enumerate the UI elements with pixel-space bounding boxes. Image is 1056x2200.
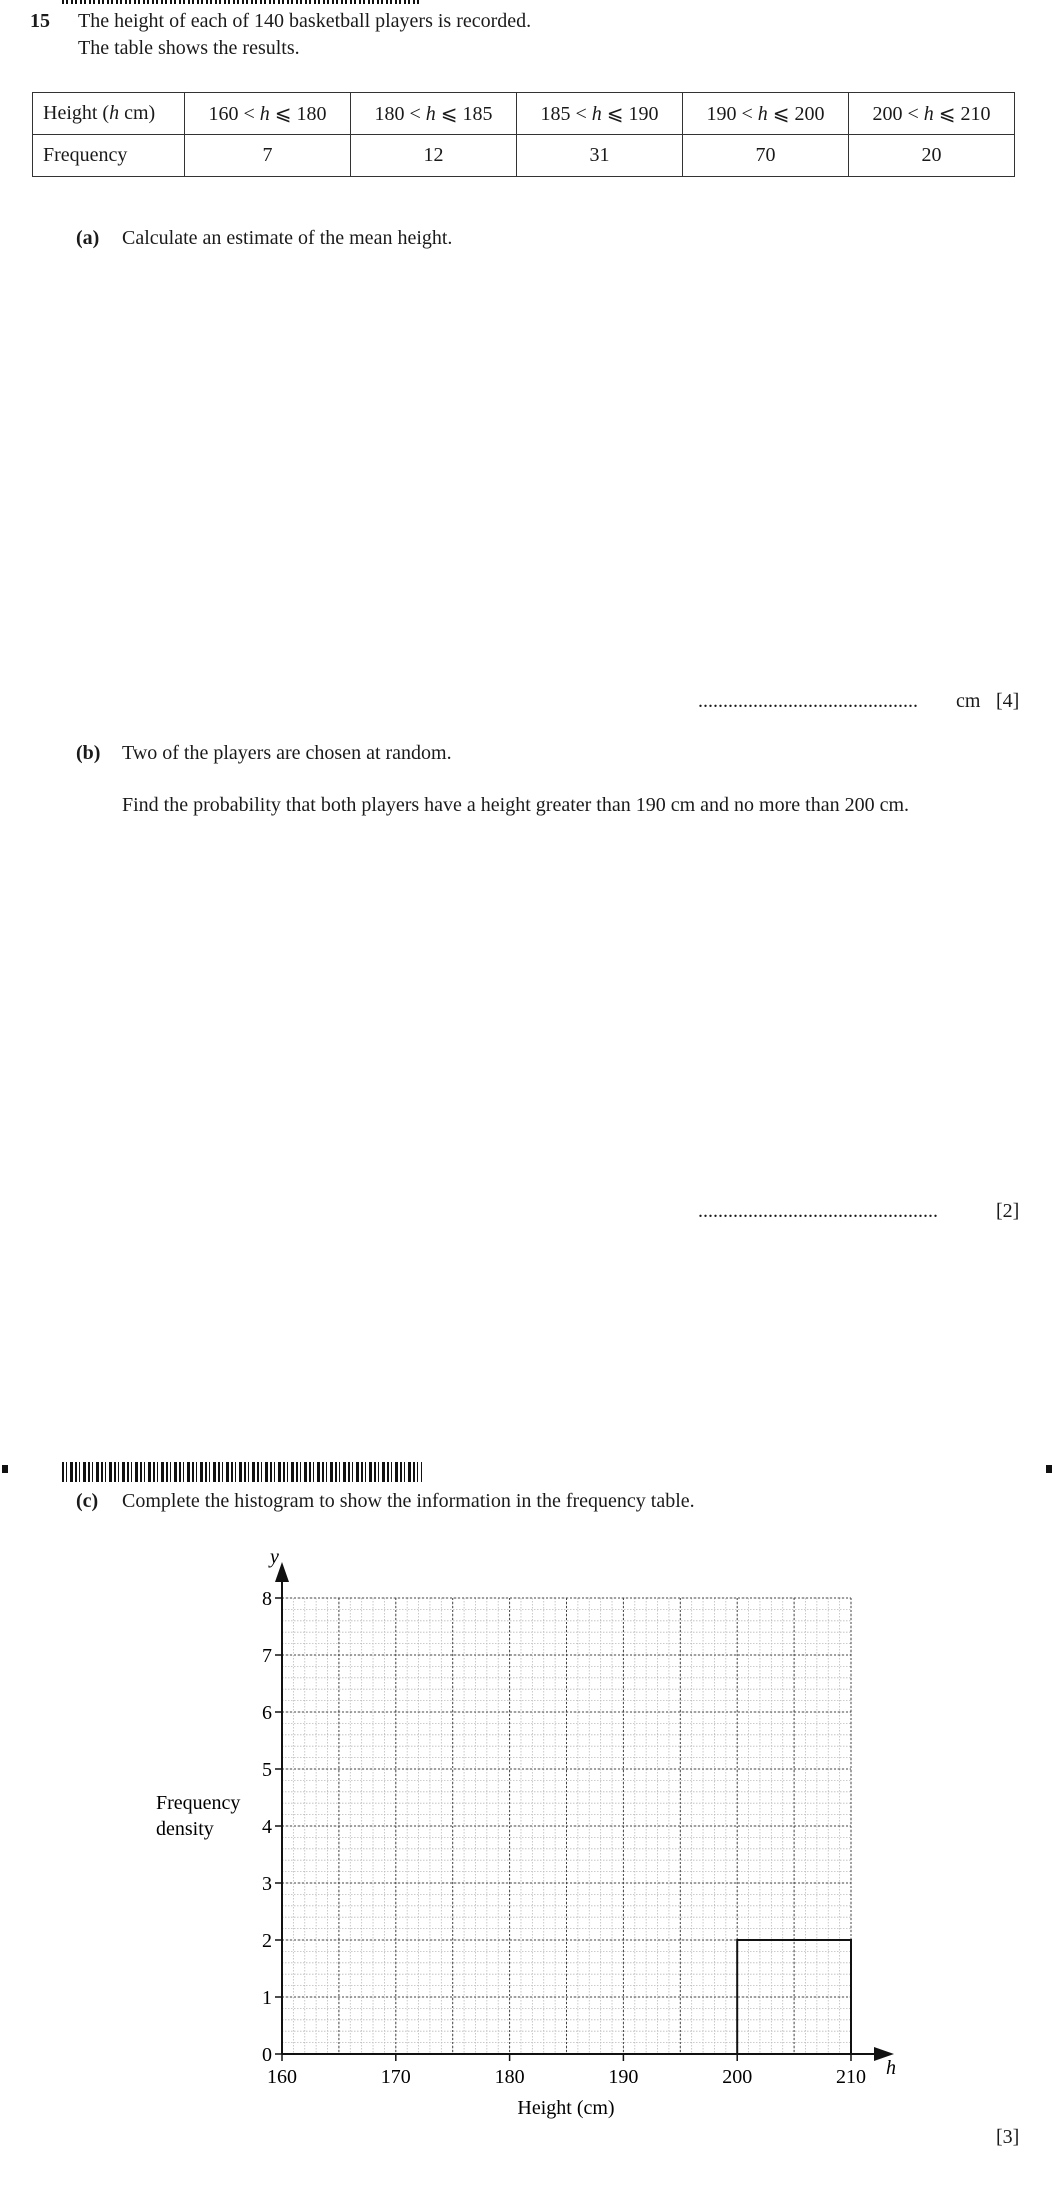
part-a-unit: cm xyxy=(956,690,981,712)
part-b-marks: [2] xyxy=(996,1200,1020,1222)
table-frequency-cell: 12 xyxy=(351,135,517,177)
x-tick-label: 160 xyxy=(267,2066,297,2088)
table-interval-cell: 185 < h ⩽ 190 xyxy=(517,93,683,135)
part-a-label: (a) xyxy=(76,227,100,249)
y-axis-title-line-1: Frequency xyxy=(156,1792,241,1814)
table-header-label: Height (h cm) xyxy=(33,93,185,135)
table-row xyxy=(33,135,1015,177)
table-frequency-cell: 70 xyxy=(683,135,849,177)
barcode-top xyxy=(62,0,422,4)
table-interval-cell: 200 < h ⩽ 210 xyxy=(849,93,1015,135)
y-tick-label: 4 xyxy=(262,1816,272,1838)
y-tick-label: 3 xyxy=(262,1873,272,1895)
x-tick-label: 190 xyxy=(608,2066,639,2088)
barcode xyxy=(62,1462,422,1482)
table-interval-cell: 180 < h ⩽ 185 xyxy=(351,93,517,135)
x-axis-letter: h xyxy=(886,2057,896,2079)
table-frequency-cell: 31 xyxy=(517,135,683,177)
part-c-marks: [3] xyxy=(996,2126,1020,2148)
y-tick-label: 0 xyxy=(262,2044,272,2066)
x-axis-title: Height (cm) xyxy=(517,2097,615,2119)
y-axis-title-line-2: density xyxy=(156,1818,214,1840)
y-tick-label: 1 xyxy=(262,1987,272,2009)
x-tick-label: 200 xyxy=(722,2066,753,2088)
chart-ticks xyxy=(262,1588,866,2088)
part-b-answer-line[interactable]: ................................................ xyxy=(698,1200,938,1222)
y-tick-label: 8 xyxy=(262,1588,272,1610)
question-stem-line-2: The table shows the results. xyxy=(78,37,300,59)
part-b-text-1: Two of the players are chosen at random. xyxy=(122,742,452,764)
y-tick-label: 6 xyxy=(262,1702,272,1724)
part-c-label: (c) xyxy=(76,1490,99,1512)
part-a-marks: [4] xyxy=(996,690,1020,712)
question-stem-line-1: The height of each of 140 basketball players is recorded. xyxy=(78,10,532,32)
x-tick-label: 180 xyxy=(494,2066,525,2088)
part-c-text: Complete the histogram to show the information in the frequency table. xyxy=(122,1490,695,1512)
chart-axes xyxy=(275,1562,894,2061)
part-b-text-2: Find the probability that both players have a height greater than 190 cm and no more than 200 cm. xyxy=(122,794,910,816)
part-b-label: (b) xyxy=(76,742,101,764)
y-tick-label: 2 xyxy=(262,1930,272,1952)
table-frequency-cell: 20 xyxy=(849,135,1015,177)
y-axis-letter: y xyxy=(270,1546,279,1568)
x-tick-label: 210 xyxy=(836,2066,866,2088)
y-tick-label: 5 xyxy=(262,1759,272,1781)
y-tick-label: 7 xyxy=(262,1645,272,1667)
frequency-table xyxy=(32,92,1015,177)
x-tick-label: 170 xyxy=(380,2066,411,2088)
table-interval-cell: 160 < h ⩽ 180 xyxy=(185,93,351,135)
page-edge-mark-left xyxy=(2,1465,8,1473)
question-number: 15 xyxy=(30,10,50,32)
table-frequency-cell: 7 xyxy=(185,135,351,177)
table-row xyxy=(33,93,1015,135)
part-a-text: Calculate an estimate of the mean height. xyxy=(122,227,453,249)
page-edge-mark-right xyxy=(1046,1465,1052,1473)
histogram-chart xyxy=(0,1540,1056,2140)
table-row-label: Frequency xyxy=(33,135,185,177)
part-a-answer-line[interactable]: ............................................ xyxy=(698,690,918,712)
table-interval-cell: 190 < h ⩽ 200 xyxy=(683,93,849,135)
